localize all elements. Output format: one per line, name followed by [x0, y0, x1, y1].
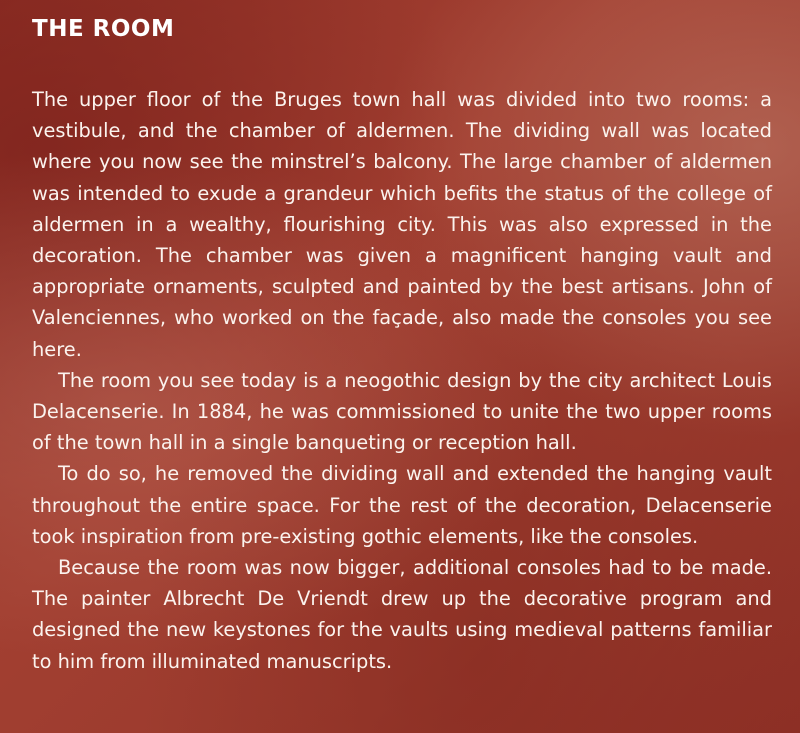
paragraph-2: The room you see today is a neogothic design by the city architect Louis Delacenserie. In 1884, he was commissioned to unite the two upper rooms of the town hall in a single banqueting or reception hall.: [32, 368, 772, 455]
paragraph-1: The upper floor of the Bruges town hall was divided into two rooms: a vestibule, and the chamber of aldermen. The dividing wall was located where you now see the minstrel’s balcony. The large chamber of aldermen was intended to exude a grandeur which befits the status of the college of aldermen in a wealthy, flourishing city. This was also expressed in the decoration. The chamber was given a magnificent hanging vault and appropriate ornaments, sculpted and painted by the best artisans. John of Valenciennes, who worked on the façade, also made the consoles you see here.: [32, 88, 772, 361]
paragraph-4: Because the room was now bigger, additional consoles had to be made. The painter Albrecht De Vriendt drew up the decorative program and designed the new keystones for the vaults using medieval patterns familiar to him from illuminated manuscripts.: [32, 556, 772, 673]
paragraph-3: To do so, he removed the dividing wall and extended the hanging vault throughout the entire space. For the rest of the decoration, Delacenserie took inspiration from pre-existing gothic elements, like the consoles.: [32, 462, 772, 548]
page-title: THE ROOM: [32, 16, 175, 42]
body-text: [32, 84, 772, 677]
